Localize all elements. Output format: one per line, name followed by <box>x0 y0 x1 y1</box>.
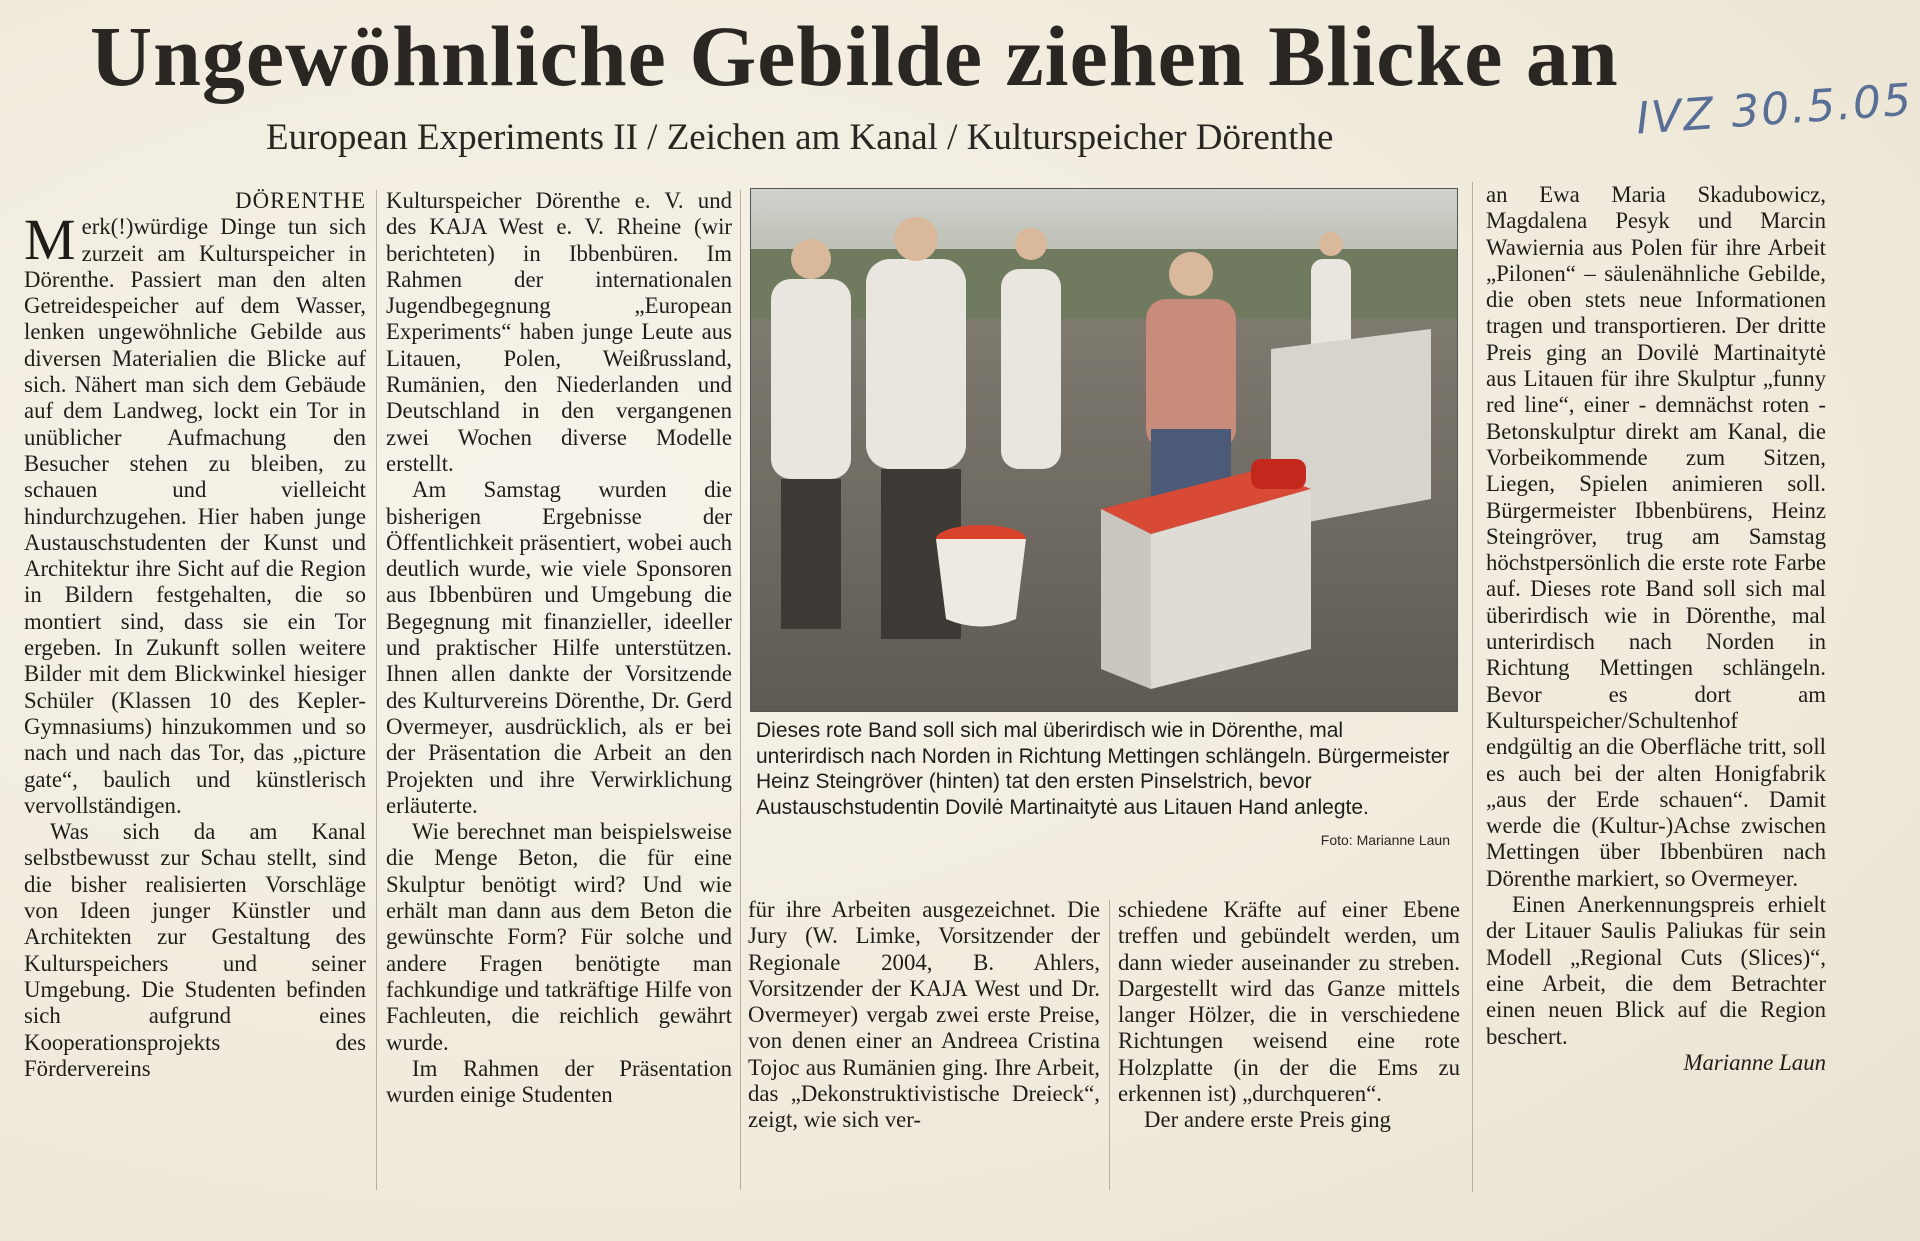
column-divider <box>1472 182 1473 1192</box>
article-column-3 <box>748 897 1100 1134</box>
handwritten-date-note: IVZ 30.5.05 <box>1634 74 1915 145</box>
article-column-2 <box>386 188 732 1108</box>
headline: Ungewöhnliche Gebilde ziehen Blicke an <box>90 8 1619 104</box>
paragraph: schiedene Kräfte auf einer Ebene treffen und gebündelt werden, um dann wieder auseinander zu streben. Dargestellt wird das Ganze mittels langer Hölzer, die in verschiedene Richtungen weisend eine rote Holzplatte (in der die Ems zu erkennen ist) „durchqueren“. <box>1118 897 1460 1107</box>
paragraph-text: erk(!)würdige Dinge tun sich zurzeit am Kulturspeicher in Dörenthe. Passiert man den alten Getreidespeicher auf dem Wasser, lenken ungewöhnliche Gebilde aus diversen Materialien die Blicke auf sich. Nähert man sich dem Gebäude auf dem Landweg, lockt ein Tor in unüblicher Aufmachung den Besucher stehen zu bleiben, zu schauen und vielleicht hindurchzugehen. Hier haben junge Austauschstudenten der Kunst und Architektur ihre Sicht auf die Region in Bildern festgehalten, die so montiert sind, dass sie ein Tor ergeben. In Zukunft sollen weitere Bilder mit dem Blickwinkel hiesiger Schüler (Klassen 10 des Kepler-Gymnasiums) hinzukommen und so nach und nach das Tor, das „picture gate“, baulich und künstlerisch vervollständigen. <box>24 214 366 818</box>
photo-caption: Dieses rote Band soll sich mal überirdisch wie in Dörenthe, mal unterirdisch nach Norden in Richtung Mettingen schlängeln. Bürgermeister Heinz Steingröver (hinten) tat den ersten Pinselstrich, bevor Austauschstudentin Dovilė Martinaitytė aus Litauen Hand anlegte. <box>756 719 1450 819</box>
subheadline: European Experiments II / Zeichen am Kanal / Kulturspeicher Dörenthe <box>266 117 1334 158</box>
article-column-4 <box>1118 897 1460 1134</box>
column-divider <box>740 190 741 1190</box>
paragraph: Kulturspeicher Dörenthe e. V. und des KAJA West e. V. Rheine (wir berichteten) in Ibbenbüren. Im Rahmen der internationalen Jugendbegegnung „European Experiments“ haben junge Leute aus Litauen, Polen, Weißrussland, Rumänien, den Niederlanden und Deutschland in den vergangenen zwei Wochen diverse Modelle erstellt. <box>386 188 732 476</box>
paragraph: Im Rahmen der Präsentation wurden einige Studenten <box>386 1055 732 1108</box>
article-photo <box>750 188 1458 712</box>
article-column-1 <box>24 188 366 1082</box>
paragraph: Was sich da am Kanal selbstbewusst zur Schau stellt, sind die bisher realisierten Vorschläge von Ideen junger Künstler und Architekten zur Gestaltung des Kulturspeichers und seiner Umgebung. Die Studenten befinden sich aufgrund eines Kooperationsprojekts des Fördervereins <box>24 819 366 1081</box>
photo-credit: Foto: Marianne Laun <box>1320 832 1450 848</box>
paragraph: Einen Anerkennungspreis erhielt der Litauer Saulis Paliukas für sein Modell „Regional Cuts (Slices)“, eine Arbeit, die dem Betrachter einen neuen Blick auf die Region beschert. <box>1486 892 1826 1049</box>
dateline: DÖRENTHE <box>235 188 366 213</box>
paragraph: Der andere erste Preis ging <box>1144 1107 1391 1133</box>
author-byline: Marianne Laun <box>1683 1049 1826 1075</box>
article-column-5 <box>1486 182 1826 1076</box>
column-divider <box>1109 900 1110 1190</box>
drop-cap: M <box>24 207 76 273</box>
paragraph: Am Samstag wurden die bisherigen Ergebnisse der Öffentlichkeit präsentiert, wobei auch deutlich wurde, wie viele Sponsoren aus Ibbenbüren und Umgebung die Begegnung mit finanzieller, ideeller und praktischer Hilfe unterstützen. Ihnen allen dankte der Vorsitzende des Kulturvereins Dörenthe, Dr. Gerd Overmeyer, ausdrücklich, als er bei der Präsentation die Arbeit an den Projekten und ihre Verwirklichung erläuterte. <box>386 477 732 818</box>
paragraph: für ihre Arbeiten ausgezeichnet. Die Jury (W. Limke, Vorsitzender der Regionale 2004, B. Ahlers, Vorsitzender der KAJA West und Dr. Overmeyer) vergab zwei erste Preise, von denen einer an Andreea Cristina Tojoc aus Rumänien ging. Ihre Arbeit, das „Dekonstruktivistische Dreieck“, zeigt, wie sich ver- <box>748 897 1100 1133</box>
paragraph: Wie berechnet man beispielsweise die Menge Beton, die für eine Skulptur benötigt wird? Und wie erhält man dann aus dem Beton die gewünschte Form? Für solche und andere Fragen benötigte man fachkundige und tatkräftige Hilfe von Fachleuten, die reichlich gewährt wurde. <box>386 819 732 1055</box>
paragraph <box>24 207 366 819</box>
column-divider <box>376 190 377 1190</box>
photo-illustration <box>751 189 1457 711</box>
paragraph: an Ewa Maria Skadubowicz, Magdalena Pesyk und Marcin Wawiernia aus Polen für ihre Arbeit „Pilonen“ – säulenähnliche Gebilde, die oben stets neue Informationen tragen und transportieren. Der dritte Preis ging an Dovilė Martinaitytė aus Litauen für ihre Skulptur „funny red line“, einer - demnächst roten - Betonskulptur direkt am Kanal, die Vorbeikommende zum Sitzen, Liegen, Spielen animieren soll. Bürgermeister Ibbenbürens, Heinz Steingröver, trug am Samstag höchstpersönlich die erste rote Farbe auf. Dieses rote Band soll sich mal überirdisch wie in Dörenthe, mal unterirdisch nach Norden in Richtung Mettingen schlängeln. Bevor es dort am Kulturspeicher/Schultenhof endgültig an die Oberfläche tritt, soll es auch bei der alten Honigfabrik „aus der Erde schauen“. Damit werde die (Kultur-)Achse zwischen Mettingen über Ibbenbüren nach Dörenthe markiert, so Overmeyer. <box>1486 182 1826 891</box>
